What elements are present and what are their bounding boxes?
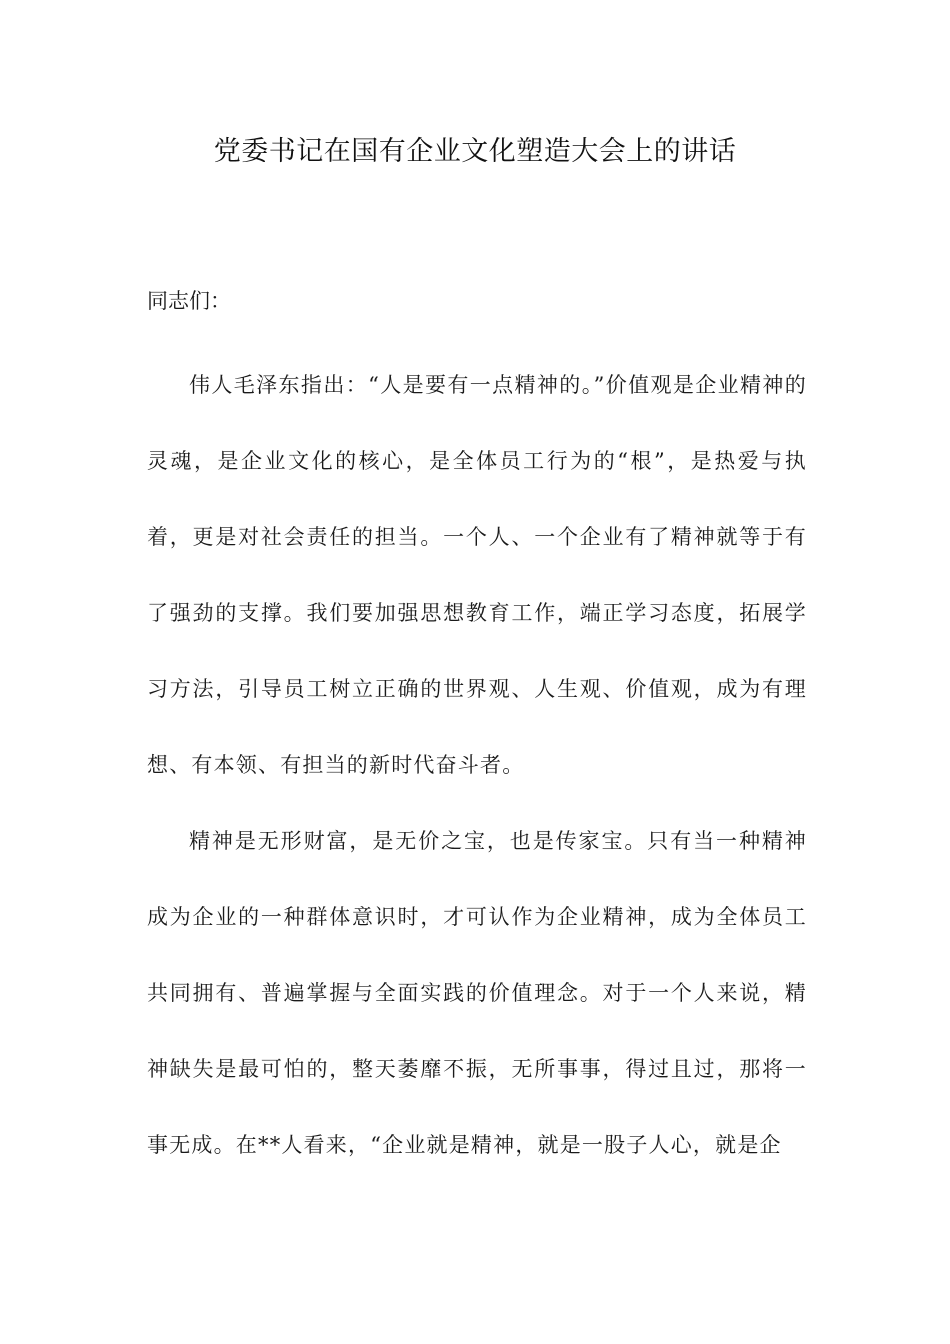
paragraph-2: 精神是无形财富，是无价之宝，也是传家宝。只有当一种精神成为企业的一种群体意识时，才可认作为企业精神，成为全体员工共同拥有、普遍掌握与全面实践的价值理念。对于一个人来说，精神缺失是最可怕的，整天萎靡不振，无所事事，得过且过，那将一事无成。在**人看来，“企业就是精神，就是一股子人心，就是企 xyxy=(147,829,807,1157)
document-title: 党委书记在国有企业文化塑造大会上的讲话 xyxy=(213,136,737,167)
salutation: 同志们： xyxy=(147,289,231,313)
paragraph-1: 伟人毛泽东指出：“人是要有一点精神的。”价值观是企业精神的灵魂，是企业文化的核心，是全体员工行为的“根”，是热爱与执着，更是对社会责任的担当。一个人、一个企业有了精神就等于有了强劲的支撑。我们要加强思想教育工作，端正学习态度，拓展学习方法，引导员工树立正确的世界观、人生观、价值观，成为有理想、有本领、有担当的新时代奋斗者。 xyxy=(147,373,807,777)
